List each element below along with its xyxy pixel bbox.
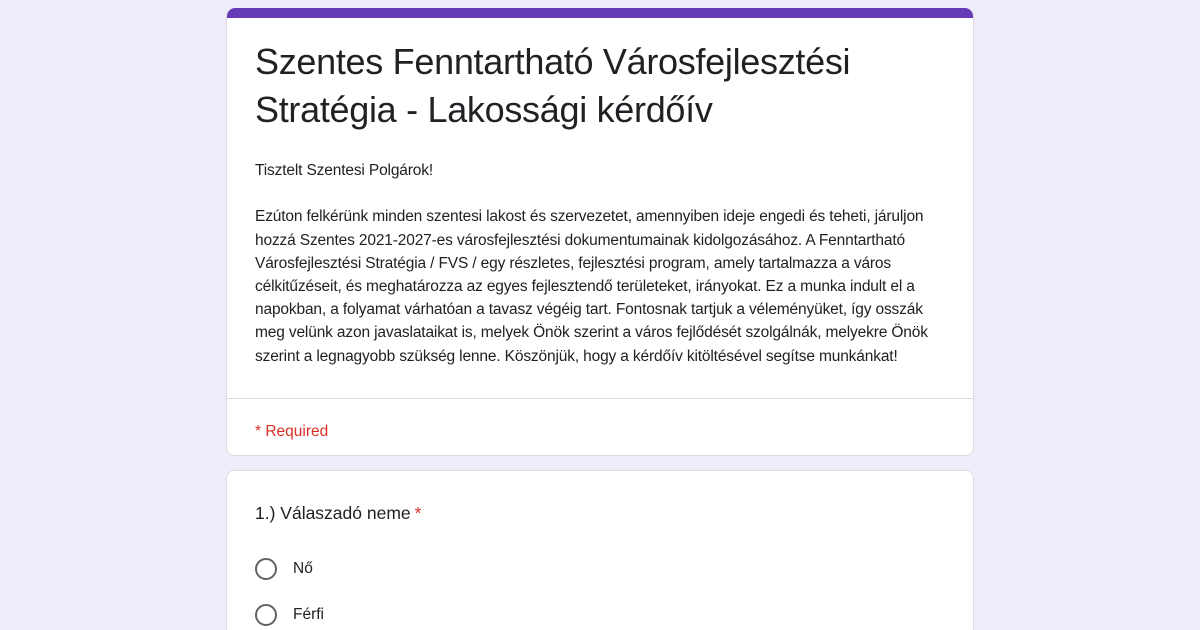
question-card-gender [226,470,974,630]
accent-bar [227,8,973,18]
question-title [255,503,421,524]
required-note: * Required [255,423,329,440]
radio-button-icon[interactable] [255,558,277,580]
form-description: Tisztelt Szentesi Polgárok! Ezúton felkérünk minden szentesi lakost és szervezetet, amennyiben ideje engedi és teheti, járuljon hozzá Szentes 2021-2027-es városfejlesztési dokumentumainak kidolgozásához. A Fenntartható Városfejlesztési Stratégia / FVS / egy részletes, fejlesztési program, amely tartalmazza a város célkitűzéseit, és meghatározza az egyes fejlesztendő területeket, irányokat. Ez a munka indult el a napokban, a folyamat várhatóan a tavasz végéig tart. Fontosnak tartjuk a véleményüket, így osszák meg velünk azon javaslataikat is, melyek Önök szerint a város fejlődését szolgálnák, melyekre Önök szerint a legnagyobb szükség lenne. Köszönjük, hogy a kérdőív kitöltésével segítse munkánkat! [255,162,928,365]
radio-option-label: Nő [293,560,313,577]
radio-option-no[interactable] [255,558,313,580]
form-title: Szentes Fenntartható Városfejlesztési Stratégia - Lakossági kérdőív [255,41,851,130]
required-asterisk: * [414,503,422,523]
radio-option-ferfi[interactable] [255,604,324,626]
question-title-text: 1.) Válaszadó neme [255,503,411,523]
divider [227,398,973,399]
radio-button-icon[interactable] [255,604,277,626]
form-header-card [226,8,974,456]
radio-option-label: Férfi [293,606,324,623]
